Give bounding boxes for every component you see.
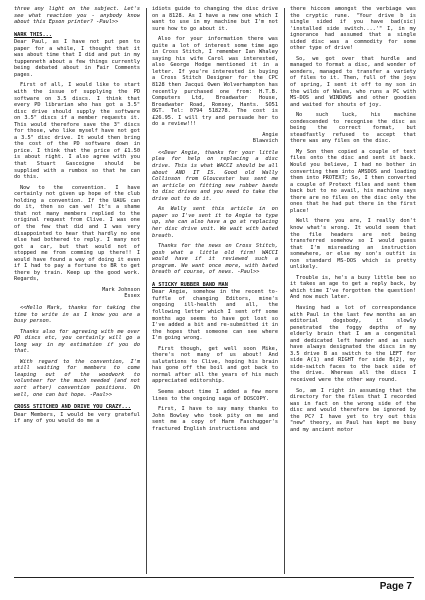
editor-reply: three any light on the subject. Let's see what reaction you - anybody know about this Epson printer? -Paul>> [14, 6, 140, 26]
column-left [14, 6, 140, 576]
editor-reply: With regard to the convention, I'm still waiting for members to come leaping out of the woodwork to volunteer for the much needed (and not sort after) convention positions. Oh well, one can but hope. -Paul>> [14, 358, 140, 398]
page-number: Page 7 [379, 581, 412, 592]
letter-paragraph: Seems about time I added a few more lines to the ongoing saga of DOSCOPY. [152, 388, 278, 402]
letter-paragraph: there hiccom amongst the verbiage was the cryptic rune. "Your drive b is single sided if you have bad(sic) 'installed side switch....'" I, in my ignorance had assumed that a single sided disc was a commodity for some other type of drive! [290, 6, 416, 52]
letter-paragraph: Now to the convention. I have certainly not given up hope of the club holding a convention. If the UAUG can do it, then so can we! It's a shame that not many members replied to the original request from Clive. I was one of the few that did and I was very disappointed to hear that hardly no one else had bothered to reply. I many not got a car, but that would not of stopped me from comming up there!! I would have found a way of doing it even if I had to pay a fortune to BR to get there by train. Keep up the good work. Regards, [14, 184, 140, 283]
letter-paragraph: Dear Paul, as I have not put pen to paper for a while, I thought that it was about time that I did and put in my tuppenneth about a few things currently being debated about in Fair Comments pages. [14, 39, 140, 78]
editor-reply: As Wally sent this article in on paper so I've sent it to Angie to type up, she can also have a go at replacing her disc drive unit. We wait with bated breath. [152, 206, 278, 239]
letter-paragraph: First of all, I would like to start with the issue of supplying the PD software on 3.5 discs. I think that every PD librarian who has got a 3.5" disc drive should supply the software on 3.5" discs if a member requests it. This would therefore save the 3" discs for those, who like myself have not got a 3.5" disc drive. It would then bring the cost of the PD software down in price. I think that the price of £1.50 is about right. I also agree with you that Stuart Gascoigne should be supplied with a rumbox so that he can do this. [14, 82, 140, 181]
column-right [290, 6, 416, 576]
letter-paragraph: Well there you are, I really don't know what's wrong. It would seem that the file headers are not being transferred somehow so I would guess that I'm misreading an instruction somewhere, or else my son's outfit is non standard MS-DOS which is pretty unlikely. [290, 218, 416, 271]
signature-location: Blawvich [252, 138, 278, 145]
letter-paragraph: Dear Angie, somehow in the recent to-fuffle of changing Editors, mine's ongoing ill-health and all, the following letter which I sent off some months ago seems to have got lost so I've added a bit and re-submitted it in the hopes that someone can see where I'm going wrong. [152, 289, 278, 342]
letter-paragraph: First though, get well soon Mike, there's not many of us about! And salutations to Clive, hoping his brain has gone off the boil and got back to normal after all the years of his much appreciated editorship. [152, 345, 278, 385]
section-heading: A STICKY RUBBER BAND MAN [152, 281, 228, 288]
editor-reply: <<Hello Mark, thanks for taking the time to write in as I know you are a busy person. [14, 304, 140, 325]
letter-paragraph: Trouble is, he's a busy little bee so it takes an age to get a reply back, by which time I've forgotten the question! And now much later. [290, 274, 416, 301]
letter-paragraph: idiots guide to changing the disc drive on a 8128. As I have a new one which I want to use in my machine but I'm not sure how to go about it. [152, 6, 278, 32]
editor-reply: Thanks for the news on Cross Stitch, gosh what a little old firm! WACCI would have if it reviewed such a program. We want once more, with bated breath of course, of news. -Paul>> [152, 243, 278, 276]
newsletter-page [14, 6, 414, 576]
letter-paragraph: Having had a lot of correspondance with Paul in the last few months as an editorial dogsbody, it slowly penetrated the foggy depths of my elderly brain that I am a congenital and dedicated left hander and as such have always designated the discs in my 3.5 drive B as switch to the LEFT for side A(1) and RIGHT for side B(2), my side-switch faces to the back side of the drive. Whereas all the discs I received were the other way round. [290, 304, 416, 383]
column-middle [152, 6, 278, 576]
letter-paragraph: Dear Members, I would be very grateful if any of you would do me a [14, 411, 140, 425]
section-heading: CROSS STITCHED AND DRIVE YOU CRAZY... [14, 404, 131, 411]
editor-reply: Thanks also for agreeing with me over PD discs etc, you certainly will go a long way in my estimation if you do that. [14, 328, 140, 355]
signature-name: Mark Johnson [102, 286, 140, 293]
editor-reply: <<Dear Angie, thanks for your little plea for help on replacing a disc drive. This is what WACCI should be all about AND IT IS. Good old Wally Collinson from Gloucester has sent me an article on fitting new rubber bands to disc drives and you need to take the drive out to do it. [152, 149, 278, 202]
letter-paragraph: So, am I right in assuming that the directory for the files that I recorded was in fact on the wrong side of the disc and would therefore be ignored by the PC? I have yet to try out this "new" theory, as Paul has kept me busy and my ancient motor [290, 387, 416, 433]
letter-paragraph: Also for your information there was quite a lot of interest some time ago in Cross Stitch, I remember Ian Whaley saying his wife Carol was interested, also George Hodge mentioned it in a letter. If you're interested in buying a Cross Stitch Designer for the CPC 8128 then Jacqui Owen Wolverhampton has recently purchased one from: H.T.B. Computers Ltd, Broadwater House, Broadwater Road, Romsey, Hants. SO51 8GT. Tel: 0794 518278. The cost is £26.95. I will try and persuade her to do a review!!! [152, 36, 278, 128]
page-footer [14, 577, 414, 596]
section-heading: WARK THIS... [14, 31, 52, 38]
signature-location: Essex [124, 293, 140, 300]
column-rule [146, 8, 147, 574]
letter-paragraph: No such luck, his machine condescended to recognise the disc as being the correct format, but steadfastly refused to accept that there was any files on the disc. [290, 112, 416, 145]
letter-paragraph: First, I have to say many thanks to John Bowley who took pity on me and sent me a copy of Harm Faschugger's fractured English instructions and [152, 406, 278, 432]
column-rule [284, 8, 285, 574]
letter-paragraph: So, we got over that hurdle and managed to format a disc, and wonder of wonders, managed to transfer a variety of files to it. Then, full of the joys of spring, I sent it off to my son in the wilds of Wales, who runs a PC with MS-DOS and WINDOWS and other goodies and waited for shouts of joy. [290, 55, 416, 108]
letter-paragraph: My Son then copied a couple of text files onto the disc and sent it back. Would you believe, I had no bother in converting them into AMSDOS and loading them into PROTEXT; So, I then converted a couple of Protext files and sent them back but to no avail, his machine says there are no files on the disc only the ones that he had put there in the first place! [290, 148, 416, 214]
signature-name: Angie [262, 131, 278, 138]
